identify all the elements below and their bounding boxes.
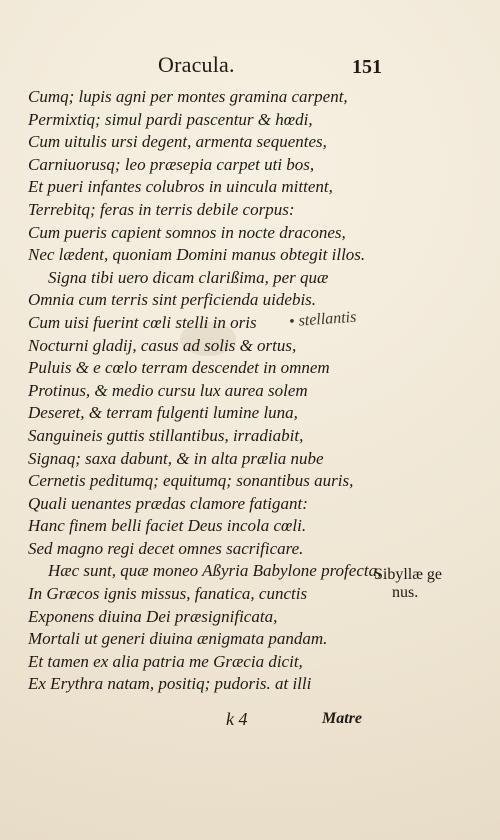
text-line-6: Terrebitq; feras in terris debile corpus: [28,199,295,219]
text-line-27: Ex Erythra natam, positiq; pudoris. at illi [28,674,312,694]
text-line-14: Protinus, & medio cursu lux aurea solem [28,380,308,400]
text-line-17: Signaq; saxa dabunt, & in alta prælia nube [28,448,324,468]
margin-note [374,566,442,602]
text-line-9: Signa tibi uero dicam clarißima, per quæ [48,267,329,287]
text-line-4: Carniuorusq; leo præsepia carpet uti bos, [28,154,315,174]
text-line-13: Puluis & e cœlo terram descendet in omnem [28,358,330,378]
text-line-5: Et pueri infantes colubros in uincula mittent, [28,177,333,197]
text-line-22: Hæc sunt, quæ moneo Aßyria Babylone profecta, [48,561,382,581]
text-line-23: In Græcos ignis missus, fanatica, cunctis [28,584,308,604]
text-line-12: Nocturni gladij, casus ad solis & ortus, [28,335,297,355]
text-line-15: Deseret, & terram fulgenti lumine luna, [28,403,298,423]
page-number: 151 [352,56,382,78]
text-line-16: Sanguineis guttis stillantibus, irradiabit, [28,425,304,445]
running-header: Oracula. [158,52,235,77]
signature-mark: k 4 [226,709,248,729]
text-line-19: Quali uenantes prædas clamore fatigant: [28,493,308,513]
text-line-10: Omnia cum terris sint perficienda uidebis. [28,290,317,310]
text-line-24: Exponens diuina Dei præsignificata, [28,606,278,626]
text-line-2: Permixtiq; simul pardi pascentur & hœdi, [28,109,313,129]
text-line-7: Cum pueris capient somnos in nocte dracones, [28,222,346,242]
text-line-25: Mortali ut generi diuina ænigmata pandam. [28,629,328,649]
margin-note-line-1: Sibyllæ ge [374,566,443,583]
text-line-3: Cum uitulis ursi degent, armenta sequentes, [28,132,327,152]
text-line-20: Hanc finem belli faciet Deus incola cœli. [28,516,307,536]
text-line-8: Nec lædent, quoniam Domini manus obtegit illos. [28,245,366,265]
text-line-18: Cernetis peditumq; equitumq; sonantibus auris, [28,471,354,491]
text-line-26: Et tamen ex alia patria me Græcia dicit, [28,651,303,671]
text-line-11: Cum uisi fuerint cœli stelli in oris [28,312,257,332]
margin-note-line-2: nus. [392,584,419,601]
text-line-21: Sed magno regi decet omnes sacrificare. [28,538,304,558]
handwritten-annotation: • stellantis [288,308,357,331]
text-line-1: Cumq; lupis agni per montes gramina carpent, [28,87,348,106]
catchword: Matre [322,710,362,727]
main-text-block [28,86,382,696]
